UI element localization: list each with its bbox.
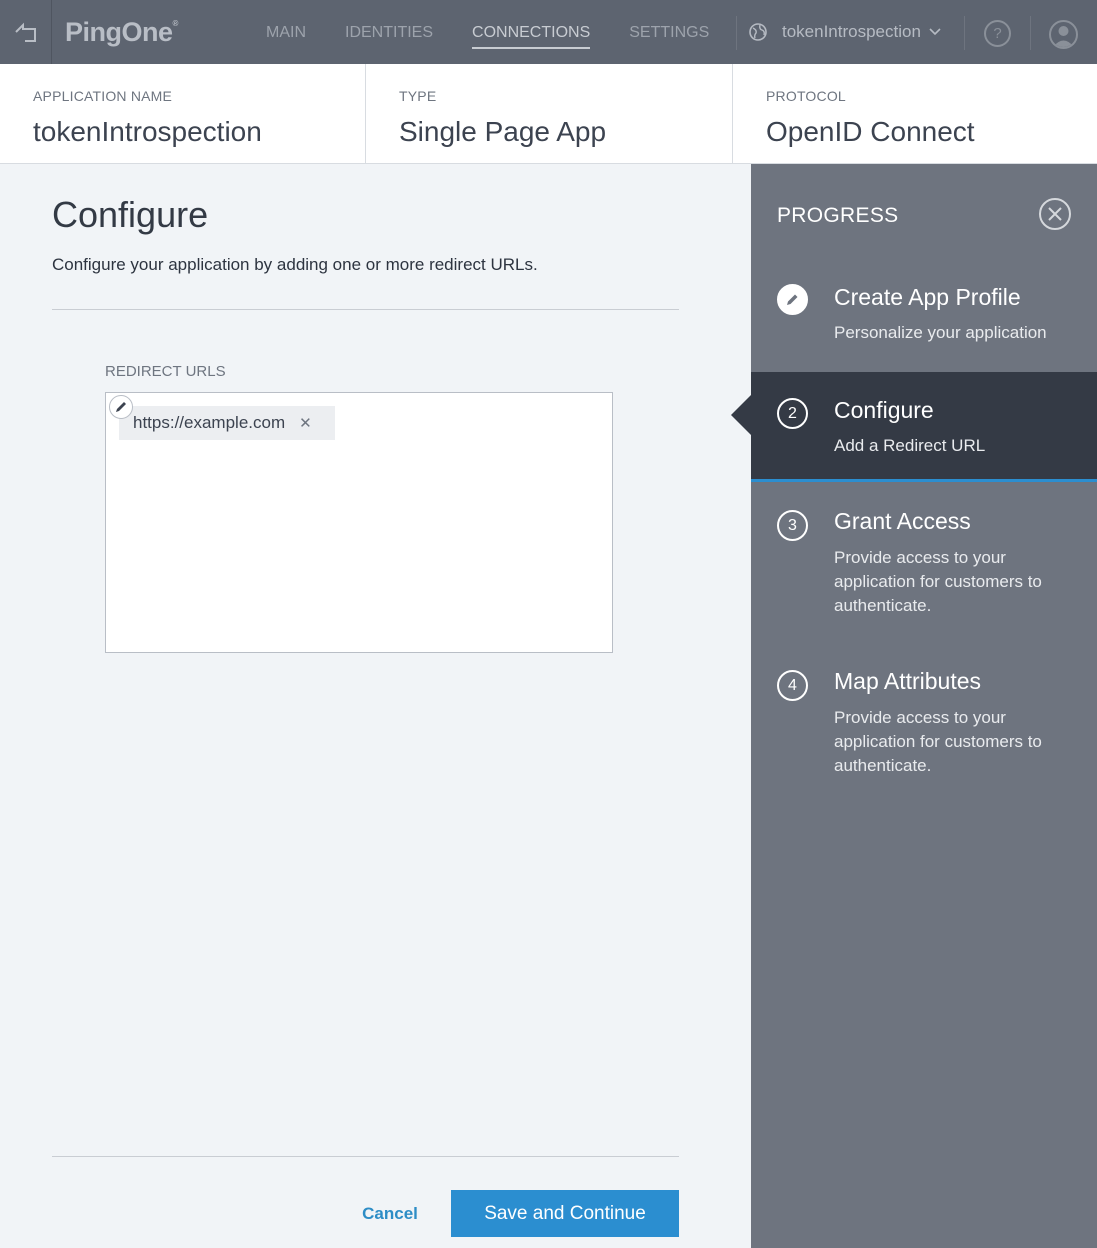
remove-url-icon[interactable]: ✕ (299, 415, 312, 432)
chevron-down-icon (929, 28, 941, 36)
step-subtitle: Personalize your application (834, 323, 1047, 342)
step-subtitle: Add a Redirect URL (834, 436, 986, 455)
step-create-app-profile[interactable] (751, 274, 1097, 372)
page-title: Configure (52, 194, 209, 235)
progress-panel (751, 164, 1097, 1248)
help-icon[interactable]: ? (984, 20, 1011, 47)
nav-settings[interactable]: SETTINGS (629, 24, 710, 41)
redirect-urls-input[interactable] (105, 392, 613, 653)
app-selector-label: tokenIntrospection (782, 22, 921, 41)
pencil-icon (777, 284, 808, 315)
app-selector[interactable] (748, 0, 941, 64)
back-button[interactable] (0, 0, 52, 64)
step-configure[interactable] (751, 372, 1097, 482)
nav-divider (736, 16, 737, 50)
step-subtitle: Provide access to your application for customers to authenticate. (834, 548, 1042, 615)
save-and-continue-button[interactable]: Save and Continue (451, 1190, 679, 1237)
cancel-button[interactable]: Cancel (350, 1201, 430, 1226)
close-icon[interactable] (1039, 198, 1071, 230)
registered-mark: ® (172, 18, 178, 28)
pingone-logo[interactable] (65, 17, 178, 48)
user-avatar-icon[interactable] (1049, 20, 1078, 49)
step-title: Create App Profile (834, 284, 1021, 310)
top-navigation-bar (0, 0, 1097, 64)
configure-form (0, 164, 751, 1248)
nav-divider (964, 16, 965, 50)
main-nav (266, 0, 748, 64)
redirect-urls-label: REDIRECT URLS (105, 363, 226, 380)
progress-title: PROGRESS (777, 204, 899, 227)
pencil-icon[interactable] (109, 395, 133, 419)
step-title: Configure (834, 397, 934, 423)
application-name-cell (0, 64, 366, 163)
step-title: Map Attributes (834, 668, 982, 694)
active-step-pointer (731, 395, 751, 435)
type-label: TYPE (399, 88, 437, 104)
divider (52, 1156, 679, 1157)
type-cell (366, 64, 733, 163)
step-number: 3 (777, 510, 808, 541)
application-info-bar (0, 64, 1097, 164)
step-number: 4 (777, 670, 808, 701)
protocol-value: OpenID Connect (766, 116, 975, 147)
protocol-label: PROTOCOL (766, 88, 846, 104)
type-value: Single Page App (399, 116, 607, 147)
nav-main[interactable]: MAIN (266, 24, 306, 41)
redirect-url-value: https://example.com (133, 413, 286, 432)
divider (52, 309, 679, 310)
step-subtitle: Provide access to your application for customers to authenticate. (834, 708, 1042, 775)
page-description: Configure your application by adding one or more redirect URLs. (52, 255, 538, 274)
nav-identities[interactable]: IDENTITIES (345, 24, 434, 41)
logo-text: PingOne (65, 16, 173, 47)
application-name-label: APPLICATION NAME (33, 88, 173, 104)
back-icon (13, 21, 39, 43)
nav-connections[interactable]: CONNECTIONS (472, 0, 590, 64)
step-number: 2 (777, 398, 808, 429)
step-map-attributes[interactable] (751, 668, 1097, 808)
globe-icon (748, 22, 768, 42)
step-title: Grant Access (834, 508, 971, 534)
step-grant-access[interactable] (751, 508, 1097, 648)
redirect-url-tag[interactable] (119, 406, 335, 440)
application-name-value: tokenIntrospection (33, 116, 262, 147)
protocol-cell (733, 64, 1097, 163)
nav-divider (1030, 16, 1031, 50)
